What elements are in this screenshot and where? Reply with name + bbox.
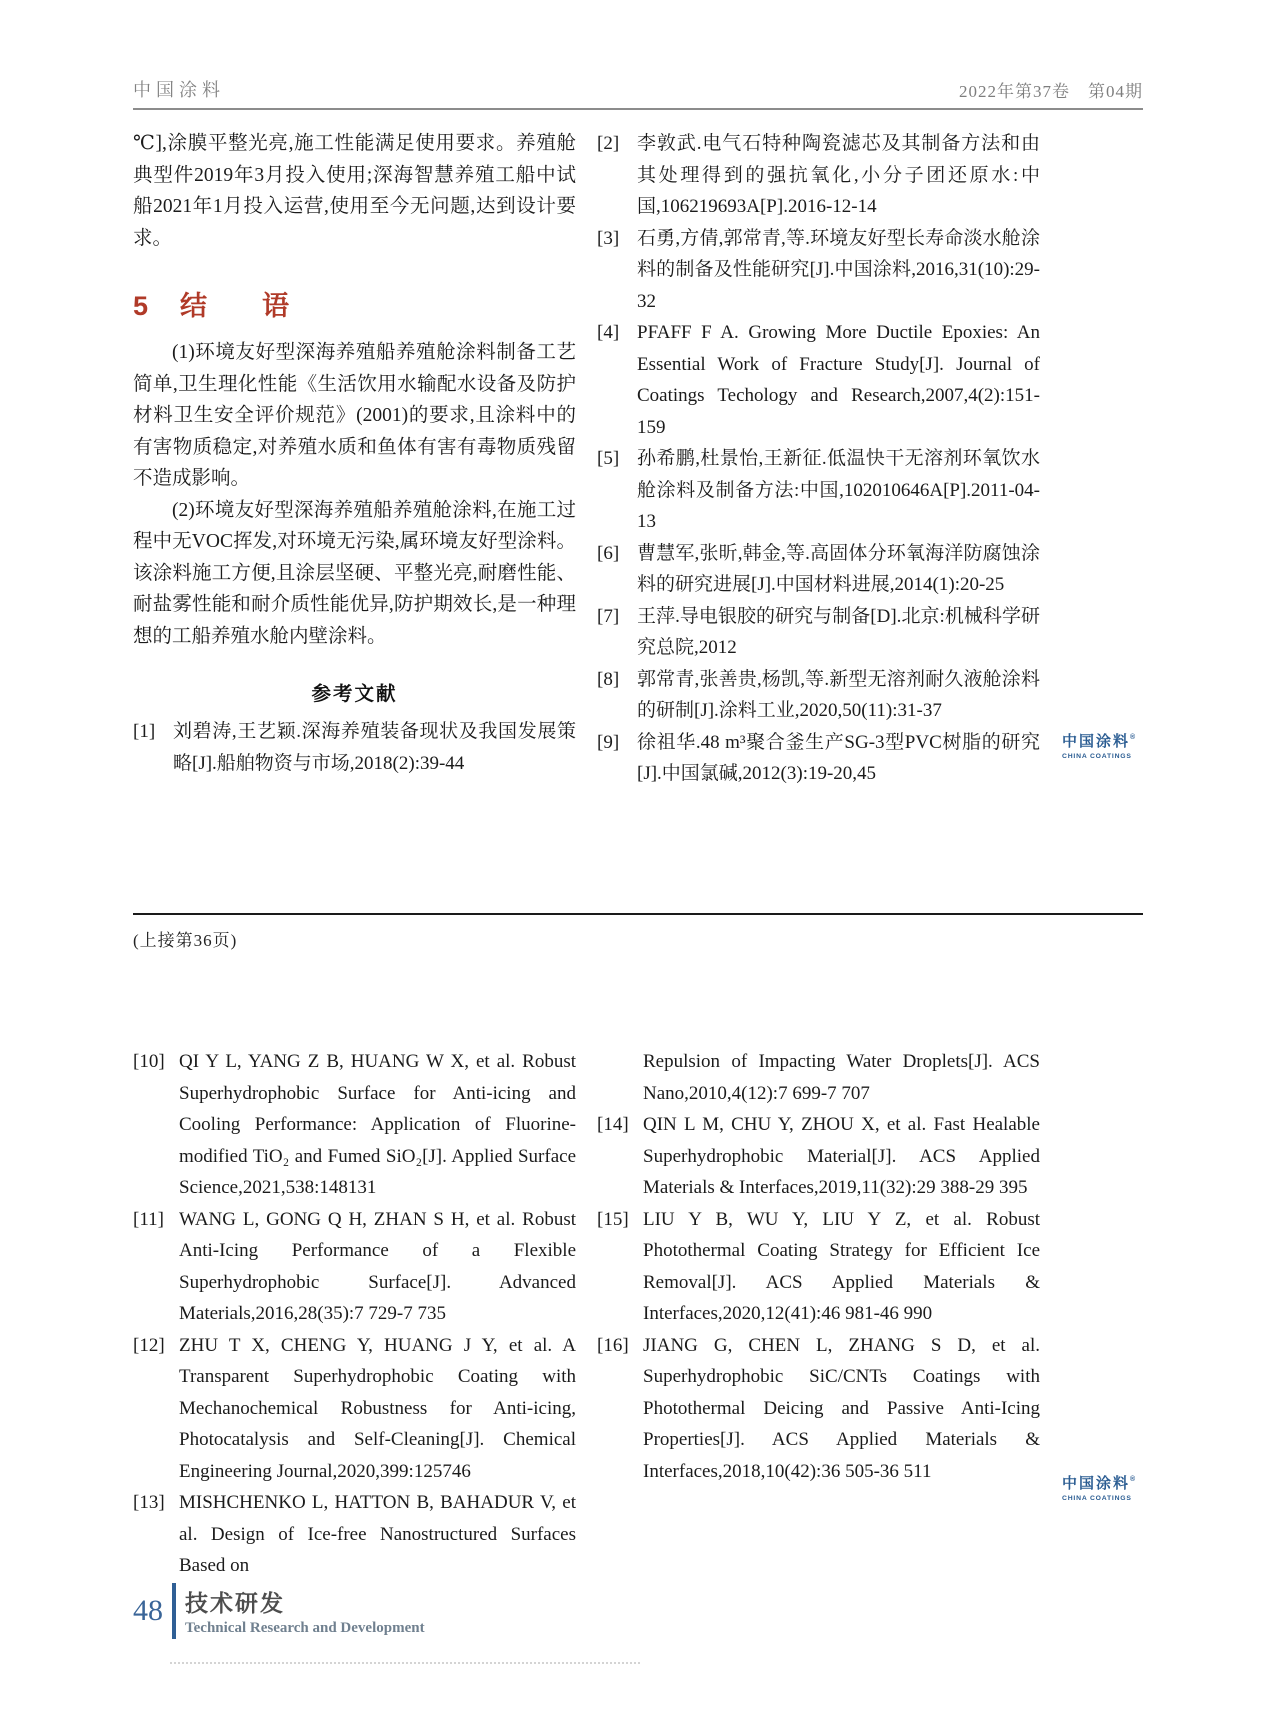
logo-en-text: CHINA COATINGS [1062,752,1132,760]
issue-info: 2022年第37卷 第04期 [959,82,1143,101]
upper-right-column [597,128,1040,790]
section-heading [133,284,576,323]
upper-columns [133,128,1040,790]
page-footer [133,1582,425,1640]
reference-number: [16] [597,1334,629,1356]
reference-item-4 [597,317,1040,443]
reference-number: [15] [597,1208,629,1230]
lower-left-column [133,1046,576,1582]
reference-text: 刘碧涛,王艺颖.深海养殖装备现状及我国发展策略[J].船舶物资与市场,2018(2):39-44 [173,721,576,774]
footer-dotted-line [170,1662,640,1664]
reference-text: 徐祖华.48 m³聚合釜生产SG-3型PVC树脂的研究[J].中国氯碱,2012(3):19-20,45 [637,731,1040,784]
continued-from-note: (上接第36页) [133,931,238,950]
reference-item-14 [597,1109,1040,1204]
reference-text: MISHCHENKO L, HATTON B, BAHADUR V, et al. Design of Ice-free Nanostructured Surfaces Based on [179,1492,576,1576]
reference-text: Repulsion of Impacting Water Droplets[J]. ACS Nano,2010,4(12):7 699-7 707 [643,1051,1040,1104]
reference-number: [8] [597,668,620,690]
section-title: 结 语 [180,291,304,321]
logo-en-text: CHINA COATINGS [1062,1494,1132,1502]
reference-item-13 [133,1487,576,1582]
references-heading: 参考文献 [311,683,398,705]
reference-number: [12] [133,1334,165,1356]
reference-text: QIN L M, CHU Y, ZHOU X, et al. Fast Healable Superhydrophobic Material[J]. ACS Applied Materials & Interfaces,2019,11(32):29 388-29 395 [643,1114,1040,1198]
reference-item-5 [597,443,1040,538]
page-number: 48 [133,1594,163,1627]
lower-columns [133,1046,1040,1582]
reference-number: [3] [597,227,620,249]
logo-cn-label: 中国涂料 [1062,1475,1131,1492]
china-coatings-logo [1062,734,1182,760]
reference-number: [13] [133,1492,165,1513]
reference-item-16 [597,1330,1040,1488]
reference-number: [4] [597,322,620,343]
journal-name: 中国涂料 [133,80,225,100]
reference-item-2 [597,128,1040,223]
logo-cn-label: 中国涂料 [1062,733,1131,750]
reference-item-15 [597,1204,1040,1330]
reference-number: [14] [597,1114,629,1135]
logo-cn-text [1062,1476,1182,1493]
reference-number: [6] [597,542,620,564]
reference-text: 孙希鹏,杜景怡,王新征.低温快干无溶剂环氧饮水舱涂料及制备方法:中国,102010646A[P].2011-04-13 [637,448,1040,532]
reference-number: [7] [597,605,620,627]
conclusion-paragraph-2: (2)环境友好型深海养殖船养殖舱涂料,在施工过程中无VOC挥发,对环境无污染,属环境友好型涂料。该涂料施工方便,且涂层坚硬、平整光亮,耐磨性能、耐盐雾性能和耐介质性能优异,防护期效长,是一种理想的工船养殖水舱内壁涂料。 [133,499,576,647]
reference-text: WANG L, GONG Q H, ZHAN S H, et al. Robust Anti-Icing Performance of a Flexible Superhydrophobic Surface[J]. Advanced Materials,2016,28(35):7 729-7 735 [179,1208,576,1324]
reference-item-12 [133,1330,576,1488]
reference-text: 李敦武.电气石特种陶瓷滤芯及其制备方法和由其处理得到的强抗氧化,小分子团还原水:中国,106219693A[P].2016-12-14 [637,133,1040,217]
reference-text: JIANG G, CHEN L, ZHANG S D, et al. Superhydrophobic SiC/CNTs Coatings with Photothermal Deicing and Passive Anti-Icing Properties[J]. ACS Applied Materials & Interfaces,2018,10(42):36 505-36 511 [643,1334,1040,1482]
conclusion-paragraph-1: (1)环境友好型深海养殖船养殖舱涂料制备工艺简单,卫生理化性能《生活饮用水输配水设备及防护材料卫生安全评价规范》(2001)的要求,且涂料中的有害物质稳定,对养殖水质和鱼体有害有毒物质残留不造成影响。 [133,342,576,489]
reference-item-11 [133,1204,576,1330]
footer-divider-bar [172,1583,176,1639]
reference-item-9 [597,727,1040,790]
footer-section-cn: 技术研发 [185,1590,285,1616]
section-number: 5 [133,291,151,321]
china-coatings-logo [1062,1476,1182,1502]
footer-section-en: Technical Research and Development [185,1620,425,1636]
reference-number: [2] [597,133,620,154]
reference-text: 王萍.导电银胶的研究与制备[D].北京:机械科学研究总院,2012 [637,605,1040,658]
reference-text: ZHU T X, CHENG Y, HUANG J Y, et al. A Transparent Superhydrophobic Coating with Mechanochemical Robustness for Anti-icing, Photocatalysis and Self-Cleaning[J]. Chemical Engineering Journal,2020,399:125746 [179,1334,576,1482]
reference-number: [10] [133,1051,165,1072]
reference-text: 曹慧军,张昕,韩金,等.高固体分环氧海洋防腐蚀涂料的研究进展[J].中国材料进展,2014(1):20-25 [637,542,1040,595]
footer-section-labels [185,1585,425,1637]
reference-text: QI Y L, YANG Z B, HUANG W X, et al. Robust Superhydrophobic Surface for Anti-icing and Cooling Performance: Application of Fluorine-modified TiO₂ and Fumed SiO₂[J]. Applied Surface Science,2021,538:148131 [179,1051,576,1198]
reference-number: [5] [597,448,620,469]
logo-cn-text [1062,734,1182,751]
page-header [133,82,1143,110]
lower-right-column [597,1046,1040,1582]
reference-text: LIU Y B, WU Y, LIU Y Z, et al. Robust Photothermal Coating Strategy for Efficient Ice Removal[J]. ACS Applied Materials & Interfaces,2020,12(41):46 981-46 990 [643,1208,1040,1324]
registered-mark: ® [1130,734,1138,741]
reference-text: PFAFF F A. Growing More Ductile Epoxies: An Essential Work of Fracture Study[J]. Journal of Coatings Techology and Research,2007,4(2):151-159 [637,322,1040,438]
reference-item-1 [133,716,576,779]
reference-item-10 [133,1046,576,1204]
lead-paragraph: ℃],涂膜平整光亮,施工性能满足使用要求。养殖舱典型件2019年3月投入使用;深海智慧养殖工船中试船2021年1月投入运营,使用至今无问题,达到设计要求。 [133,133,576,249]
reference-item-6 [597,538,1040,601]
registered-mark: ® [1130,1476,1138,1483]
reference-item-3 [597,223,1040,318]
reference-number: [9] [597,731,620,753]
upper-left-column [133,128,576,790]
reference-number: [1] [133,721,156,742]
reference-item-13-continued [597,1046,1040,1109]
reference-text: 郭常青,张善贵,杨凯,等.新型无溶剂耐久液舱涂料的研制[J].涂料工业,2020,50(11):31-37 [637,668,1040,721]
reference-item-8 [597,664,1040,727]
reference-number: [11] [133,1208,164,1230]
reference-item-7 [597,601,1040,664]
reference-text: 石勇,方倩,郭常青,等.环境友好型长寿命淡水舱涂料的制备及性能研究[J].中国涂料,2016,31(10):29-32 [637,227,1040,312]
section-divider-line [133,913,1143,915]
